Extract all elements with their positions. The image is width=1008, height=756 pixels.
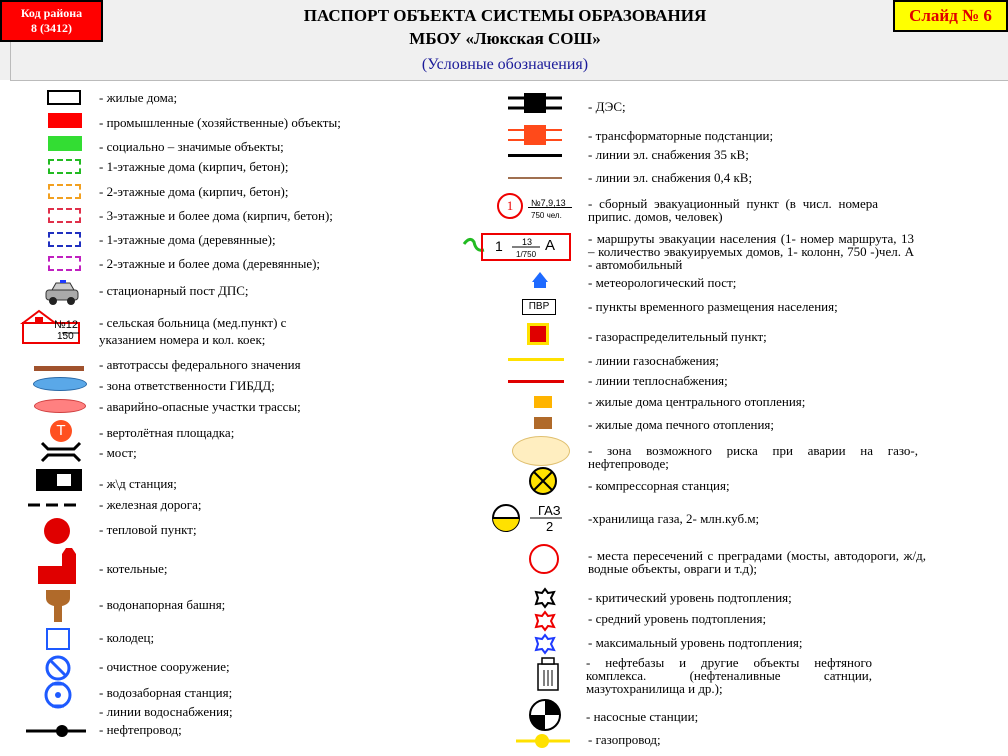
pump-station-icon	[528, 698, 562, 732]
temp-shelter-icon: ПВР	[522, 299, 556, 315]
legend-well: - колодец;	[99, 630, 155, 645]
heat-point-icon	[44, 518, 70, 544]
legend-hospital-line-1: - сельская больница (мед.пункт) с	[99, 315, 287, 330]
district-code-label: Код района	[20, 6, 83, 20]
legend-three-floor-brick: - 3-этажные и более дома (кирпич, бетон);	[99, 208, 333, 223]
legend-one-floor-brick: - 1-этажные дома (кирпич, бетон);	[99, 159, 289, 174]
federal-road-icon	[34, 366, 84, 371]
crossings-icon	[529, 544, 559, 574]
title-line-2: МБОУ «Люкская СОШ»	[409, 29, 601, 48]
house-icon	[47, 90, 81, 105]
water-tower-icon	[44, 588, 72, 624]
route-number: 1	[495, 238, 503, 254]
slide-number: Слайд № 6	[893, 0, 1008, 32]
treatment-icon	[44, 654, 72, 682]
legend-houses: - жилые дома;	[99, 90, 178, 105]
three-floor-brick-icon	[48, 208, 81, 223]
gas-lines-icon	[508, 358, 564, 361]
legend-pump-stations: - насосные станции;	[586, 709, 699, 724]
legend-power-station: - ДЭС;	[588, 99, 626, 114]
hospital-beds: 150	[57, 331, 74, 342]
legend-federal-road: - автотрассы федерального значения	[99, 357, 301, 372]
legend-helipad: - вертолётная площадка;	[99, 425, 235, 440]
legend-dps-post: - стационарный пост ДПС;	[99, 283, 249, 298]
one-floor-brick-icon	[48, 159, 81, 174]
evac-point-people: 750 чел.	[531, 211, 562, 220]
legend-oil-bases: - нефтебазы и другие объекты нефтяного комплекса. (нефтеналивные сатнции, мазутохранилища и др.);	[586, 655, 872, 696]
legend-flood-critical: - критический уровень подтопления;	[588, 590, 792, 605]
legend-hospital-line-2: указанием номера и кол. коек;	[99, 332, 266, 347]
bridge-icon	[40, 441, 82, 463]
district-code-box	[0, 0, 103, 42]
legend-water-tower: - водонапорная башня;	[99, 597, 226, 612]
legend-gas-point: - газораспределительный пункт;	[588, 329, 767, 344]
power-station-icon	[508, 92, 562, 114]
meteo-post-icon	[530, 270, 550, 290]
legend-treatment: - очистное сооружение;	[99, 659, 230, 674]
legend-social: - социально – значимые объекты;	[99, 139, 284, 154]
legend-central-heating: - жилые дома центрального отопления;	[588, 394, 806, 409]
legend-gibdd-zone: - зона ответственности ГИБДД;	[99, 378, 275, 393]
legend-meteo: - метеорологический пост;	[588, 275, 737, 290]
lines-04kv-icon	[508, 177, 562, 179]
legend-water-lines: - линии водоснабжения;	[99, 704, 233, 719]
legend-lines-04kv: - линии эл. снабжения 0,4 кВ;	[588, 170, 753, 185]
gas-pipeline-icon	[516, 733, 570, 749]
compressor-icon	[528, 466, 558, 496]
central-heating-icon	[534, 396, 552, 408]
railway-icon	[28, 502, 82, 508]
legend-railway: - железная дорога;	[99, 497, 202, 512]
legend-two-floor-wood: - 2-этажные и более дома (деревянные);	[99, 256, 321, 271]
legend-stove-heating: - жилые дома печного отопления;	[588, 417, 774, 432]
flood-max-icon	[534, 634, 556, 654]
page-subtitle: (Условные обозначения)	[421, 56, 589, 73]
legend-heat-lines: - линии теплоснабжения;	[588, 373, 728, 388]
social-icon	[48, 136, 82, 151]
legend-gas-pipeline: - газопровод;	[588, 732, 661, 747]
legend-rail-station: - ж\д станция;	[99, 476, 177, 491]
industrial-icon	[48, 113, 82, 128]
hospital-number: №12	[54, 319, 79, 331]
helipad-icon: Т	[50, 420, 72, 442]
legend-temp-shelter: - пункты временного размещения населения;	[588, 299, 838, 314]
rail-station-icon	[35, 468, 83, 492]
transformer-icon	[508, 124, 562, 146]
legend-dangerous-road: - аварийно-опасные участки трассы;	[99, 399, 301, 414]
two-floor-brick-icon	[48, 184, 81, 199]
gas-point-icon	[527, 323, 549, 345]
legend-water-intake: - водозаборная станция;	[99, 685, 233, 700]
heat-lines-icon	[508, 380, 564, 383]
legend-lines-35kv: - линии эл. снабжения 35 кВ;	[588, 147, 749, 162]
header-bottom-line	[10, 80, 1008, 81]
gas-risk-zone-icon	[512, 436, 570, 466]
route-type: А	[545, 237, 556, 254]
well-icon	[46, 628, 70, 650]
legend-flood-max: - максимальный уровень подтопления;	[588, 635, 803, 650]
legend-crossings: - места пересечений с преградами (мосты, автодороги, ж/д, водные объекты, овраги и т.д);	[588, 548, 926, 576]
page-title	[240, 4, 770, 50]
legend-gas-risk-zone: - зона возможного риска при аварии на газо-, нефтепроводе;	[588, 443, 918, 471]
legend-evac-routes: - маршруты эвакуации населения (1- номер маршрута, 13 – количество эвакуируемых домов, 1- колонн, 750 -)чел. А - автомобильный	[588, 231, 914, 272]
district-code-value: 8 (3412)	[31, 21, 72, 35]
route-houses: 13	[522, 237, 533, 247]
evac-point-houses: №7,9,13	[531, 198, 566, 208]
water-intake-icon	[42, 680, 74, 710]
oil-base-icon	[536, 656, 560, 692]
legend-boiler: - котельные;	[99, 561, 168, 576]
legend-evac-point: - сборный эвакуационный пункт (в числ. номера припис. домов, человек)	[588, 196, 878, 224]
one-floor-wood-icon	[48, 232, 81, 247]
boiler-icon	[36, 546, 80, 586]
legend-gas-storage: -хранилища газа, 2- млн.куб.м;	[588, 511, 760, 526]
lines-35kv-icon	[508, 154, 562, 157]
title-line-1: ПАСПОРТ ОБЪЕКТА СИСТЕМЫ ОБРАЗОВАНИЯ	[303, 6, 707, 25]
evac-point-icon: 1	[497, 193, 523, 219]
legend-industrial: - промышленные (хозяйственные) объекты;	[99, 115, 341, 130]
gas-storage-volume: 2	[546, 519, 554, 534]
two-floor-wood-icon	[48, 256, 81, 271]
gibdd-zone-icon	[33, 377, 87, 391]
legend-heat-point: - тепловой пункт;	[99, 522, 197, 537]
legend-two-floor-brick: - 2-этажные дома (кирпич, бетон);	[99, 184, 289, 199]
legend-oil-pipeline: - нефтепровод;	[99, 722, 182, 737]
stove-heating-icon	[534, 417, 552, 429]
police-car-icon	[44, 280, 80, 306]
legend-compressor: - компрессорная станция;	[588, 478, 730, 493]
oil-pipeline-icon	[26, 724, 86, 738]
flood-critical-icon	[534, 588, 556, 608]
route-columns-people: 1/750	[516, 250, 537, 259]
legend-bridge: - мост;	[99, 445, 137, 460]
legend-flood-medium: - средний уровень подтопления;	[588, 611, 767, 626]
dangerous-road-icon	[34, 399, 86, 413]
legend-one-floor-wood: - 1-этажные дома (деревянные);	[99, 232, 276, 247]
flood-medium-icon	[534, 611, 556, 631]
legend-gas-lines: - линии газоснабжения;	[588, 353, 720, 368]
legend-transformer: - трансформаторные подстанции;	[588, 128, 774, 143]
gas-storage-label: ГАЗ	[538, 503, 561, 518]
